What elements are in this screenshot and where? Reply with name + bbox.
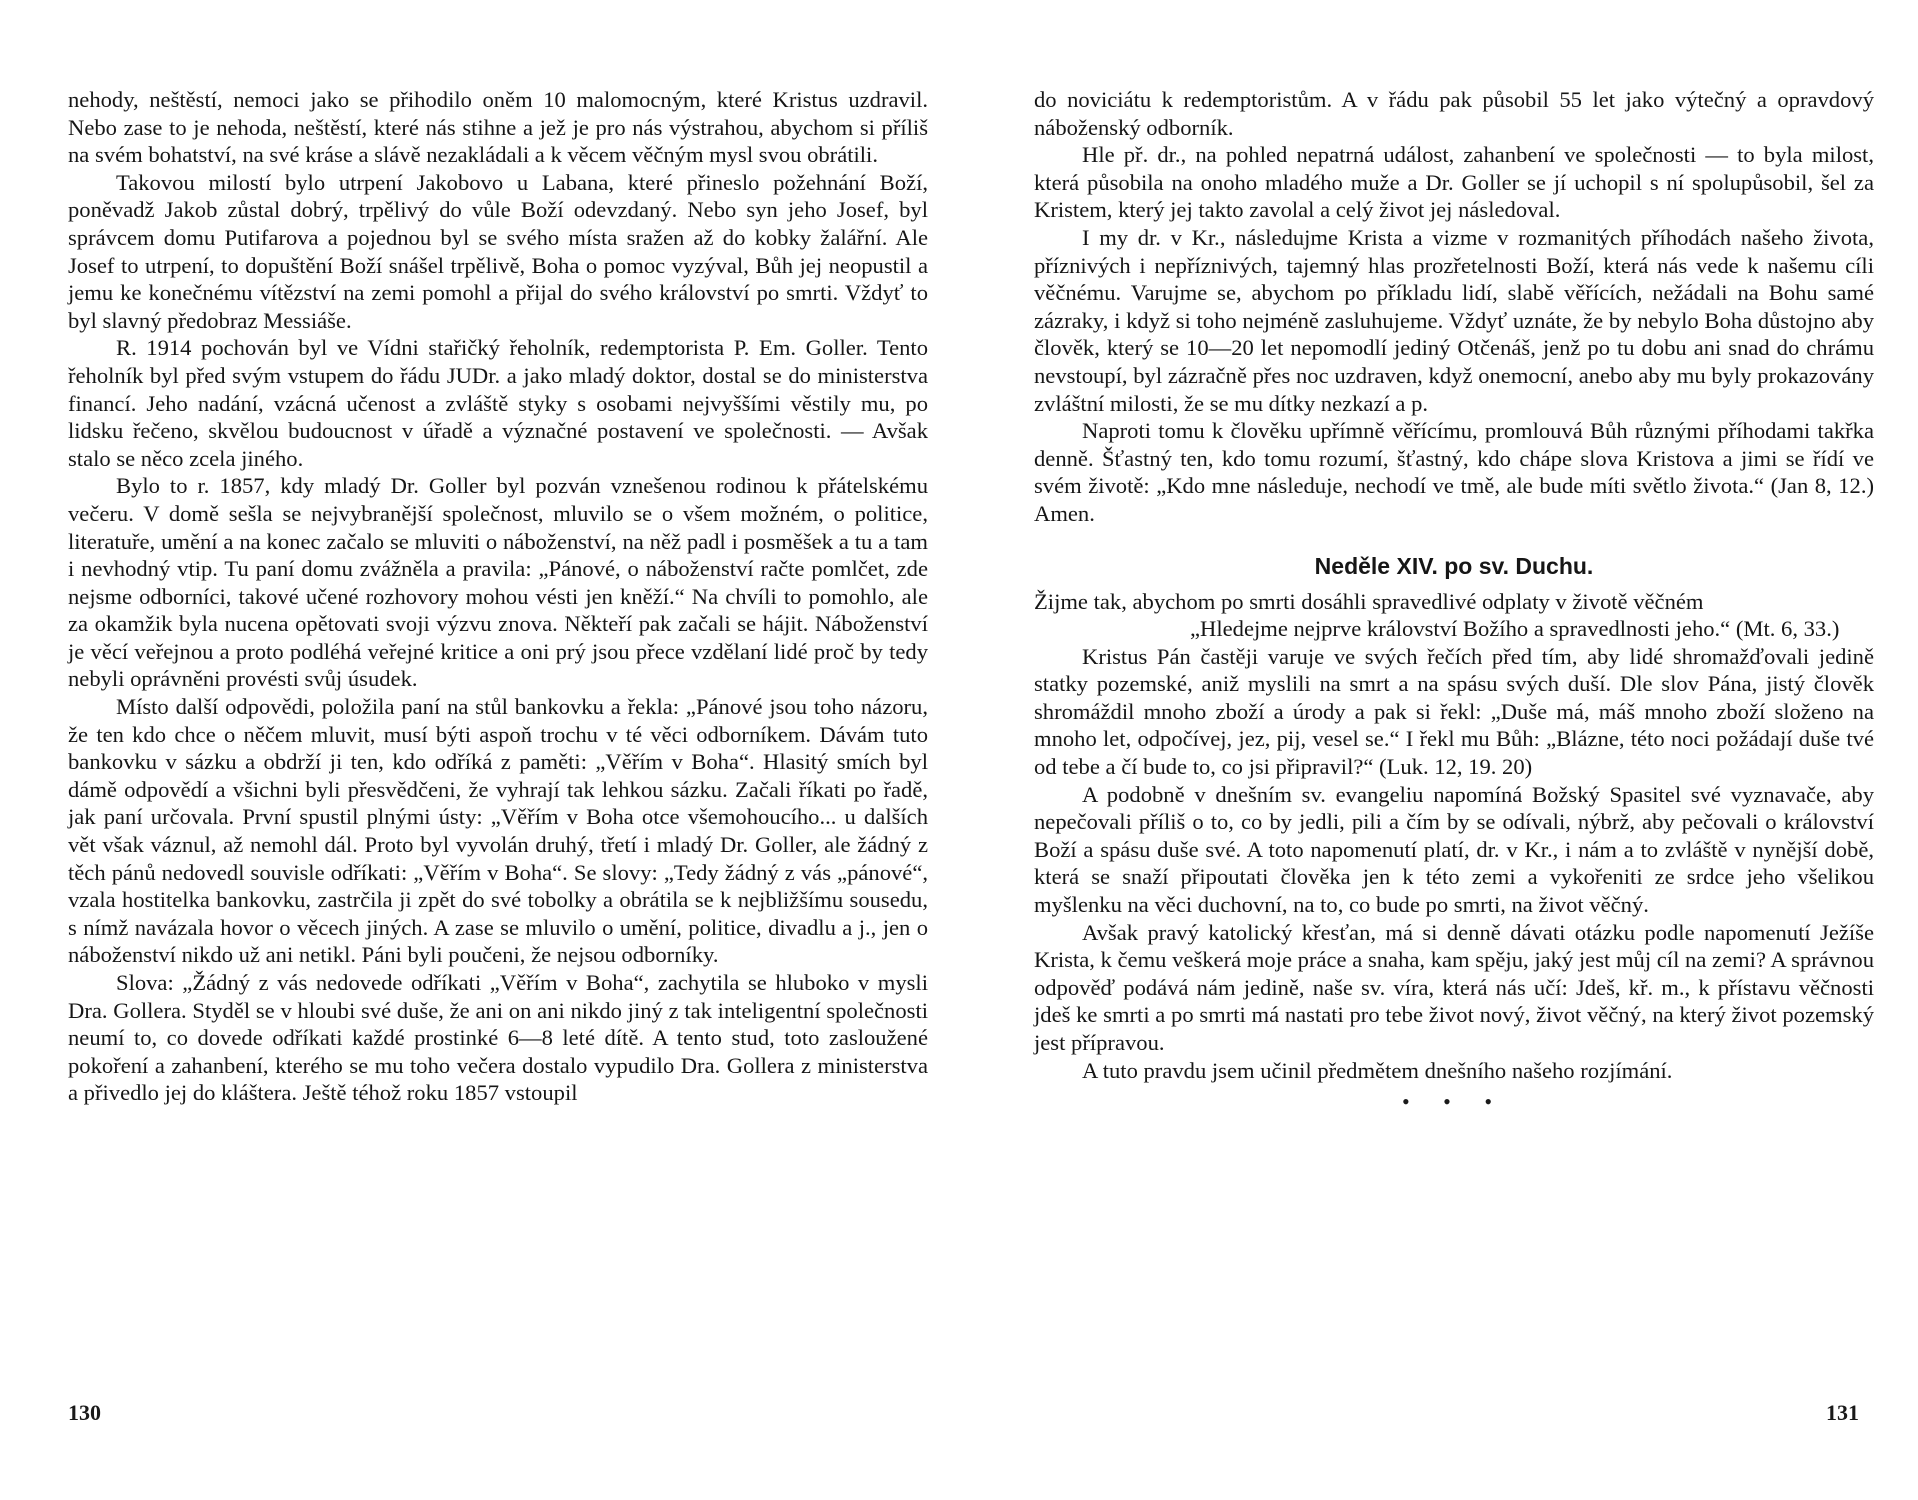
left-paragraph-2: Takovou milostí bylo utrpení Jakobovo u Labana, které přineslo požehnání Boží, poněvadž Jakob zůstal dobrý, trpělivý do vůle Boží odevzdaný. Nebo syn jeho Josef, byl správcem domu Putifarova a pojednou byl se svého místa sražen až do kobky žalářní. Ale Josef to utrpení, to dopuštění Boží snášel trpělivě, Boha o pomoc vyzýval, Bůh jej neopustil a jemu ke konečnému vítězství na zemi pomohl a přijal do svého království po smrti. Vždyť to byl slavný předobraz Messiáše. [68,169,928,333]
right-paragraph-7: Avšak pravý katolický křesťan, má si denně dávati otázku podle napomenutí Ježíše Krista, k čemu veškerá moje práce a snaha, kam spěju, jaký jest můj cíl na zemi? A správnou odpověď podává nám jedině, naše sv. víra, která nás učí: Jdeš, kř. m., k přístavu věčnosti jdeš ke smrti a po smrti má nastati pro tebe život nový, život věčný, na který život pozemský jest přípravou. [1034,919,1874,1055]
sermon-scripture-quote: „Hledejme nejprve království Božího a spravedlnosti jeho.“ (Mt. 6, 33.) [1190,616,1840,642]
right-paragraph-8: A tuto pravdu jsem učinil předmětem dnešního našeho rozjímání. [1082,1057,1673,1083]
right-paragraph-3: I my dr. v Kr., následujme Krista a vizme v rozmanitých příhodách našeho života, příznivých i nepříznivých, tajemný hlas prozřetelnosti Boží, která nás vede k našemu cíli věčnému. Varujme se, abychom po příkladu lidí, slabě věřících, nežádali na Bohu samé zázraky, i když si toho nejméně zasluhujeme. Vždyť uznáte, že by nebylo Boha důstojno aby člověk, který se 10—20 let nepomodlí jediný Otčenáš, jenž po tu dobu ani snad do chrámu nevstoupí, byl zázračně přes noc uzdraven, když onemocní, anebo aby mu byly prokazovány zvláštní milosti, že se mu dítky nezkazí a p. [1034,224,1874,416]
left-paragraph-5: Místo další odpovědi, položila paní na stůl bankovku a řekla: „Pánové jsou toho názoru, že ten kdo chce o něčem mluvit, musí býti aspoň trochu v té věci odborníkem. Dávám tuto bankovku v sázku a obdrží ji ten, kdo odříká z paměti: „Věřím v Boha“. Hlasitý smích byl dámě odpovědí a všichni byli přesvědčeni, že vyhrají tak lehkou sázku. Začali říkati po řadě, jak paní určovala. První spustil plnými ústy: „Věřím v Boha otce všemohoucího... u dalších vět však váznul, až nemohl dál. Proto byl vyvolán druhý, třetí i mladý Dr. Goller, ale žádný z těch pánů nedovedl souvisle odříkati: „Věřím v Boha“. Se slovy: „Tedy žádný z vás „pánové“, vzala hostitelka bankovku, zastrčila ji zpět do své tobolky a obrátila se k nejbližšímu sousedu, s nímž navázala hovor o věcech jiných. A zase se mluvilo o umění, politice, divadlu a j., jen o náboženství nikdo už ani netikl. Páni byli poučeni, že nejsou odborníky. [68,694,928,968]
section-ornament: • • • [1401,1089,1507,1115]
left-paragraph-6: Slova: „Žádný z vás nedovede odříkati „Věřím v Boha“, zachytila se hluboko v mysli Dra. Gollera. Styděl se v hloubi své duše, že ani on ani nikdo jiný z tak inteligentní společnosti neumí to, co dovede odříkati každé prostinké 6—8 leté dítě. A tento stud, toto zasloužené pokoření a zahanbení, kterého se mu toho večera dostalo vypudilo Dra. Gollera z ministerstva a přivedlo jej do kláštera. Ještě téhož roku 1857 vstoupil [68,970,928,1106]
sermon-motto: Žijme tak, abychom po smrti dosáhli spravedlivé odplaty v životě věčném [1034,588,1704,614]
left-page [68,86,928,1107]
left-paragraph-4: Bylo to r. 1857, kdy mladý Dr. Goller byl pozván vznešenou rodinou k přátelskému večeru. V domě sešla se nejvybranější společnost, mluvilo se o všem možném, o politice, literatuře, umění a na konec začalo se mluviti o náboženství, na něž padl i posměšek a tu a tam i nevhodný vtip. Tu paní domu zvážněla a pravila: „Pánové, o náboženství račte pomlčet, zde nejsme odborníci, takové učené rozhovory mohou vésti jen kněží.“ Na chvíli to pomohlo, ale za okamžik byla nucena opětovati svoji výzvu znova. Někteří pak začali se hájit. Náboženství je věcí veřejnou a proto podléhá veřejné kritice a oni prý jsou přece vzdělaní lidé proč by tedy nebyli oprávněni provésti svůj úsudek. [68,473,928,692]
right-page [1034,86,1874,1116]
left-paragraph-3: R. 1914 pochován byl ve Vídni stařičký řeholník, redemptorista P. Em. Goller. Tento řeholník byl před svým vstupem do řádu JUDr. a jako mladý doktor, dostal se do ministerstva financí. Jeho nadání, vzácná učenost a zvláště styky s osobami nejvyššími věstily mu, po lidsku řečeno, skvělou budoucnost v úřadě a význačné postavení ve společnosti. — Avšak stalo se něco zcela jiného. [68,335,928,471]
right-paragraph-1: do noviciátu k redemptoristům. A v řádu pak působil 55 let jako výtečný a opravdový náboženský odborník. [1034,87,1874,140]
page-number-right: 131 [1826,1400,1859,1425]
right-paragraph-4: Naproti tomu k člověku upřímně věřícímu, promlouvá Bůh různými příhodami takřka denně. Šťastný ten, kdo tomu rozumí, šťastný, kdo chápe slova Kristova a jimi se řídí ve svém životě: „Kdo mne následuje, nechodí ve tmě, ale bude míti světlo života.“ (Jan 8, 12.) Amen. [1034,418,1874,526]
right-paragraph-6: A podobně v dnešním sv. evangeliu napomíná Božský Spasitel své vyznavače, aby nepečovali příliš o to, co by jedli, pili a čím by se odívali, nýbrž, aby pečovali o království Boží a spásu duše své. A toto napomenutí platí, dr. v Kr., i nám a to zvláště v nynější době, která se snaží připoutati člověka jen k této zemi a vykořeniti ze srdce jeho všelikou myšlenku na věci duchovní, na to, co bude po smrti, na život věčný. [1034,781,1874,918]
page-number-left: 130 [68,1400,101,1425]
sermon-heading: Neděle XIV. po sv. Duchu. [1314,552,1594,579]
left-paragraph-1: nehody, neštěstí, nemoci jako se přihodilo oněm 10 malomocným, které Kristus uzdravil. Nebo zase to je nehoda, neštěstí, které nás stihne a jež je pro nás výstrahou, abychom si příliš na svém bohatství, na své kráse a slávě nezakládali a k věcem věčným mysl svou obrátili. [68,87,928,168]
right-paragraph-5: Kristus Pán častěji varuje ve svých řečích před tím, aby lidé shromažďovali jedině statky pozemské, aniž myslili na smrt a na spásu svých duší. Dle slov Pána, jistý člověk shromáždil mnoho zboží a úrody a pak si řekl: „Duše má, máš mnoho zboží složeno na mnoho let, odpočívej, jez, pij, vesel se.“ I řekl mu Bůh: „Blázne, této noci požádají duše tvé od tebe a čí bude to, co jsi připravil?“ (Luk. 12, 19. 20) [1034,643,1874,780]
right-paragraph-2: Hle př. dr., na pohled nepatrná událost, zahanbení ve společnosti — to byla milost, která působila na onoho mladého muže a Dr. Goller se jí uchopil s ní spolupůsobil, šel za Kristem, který jej takto zavolal a celý život jej následoval. [1034,142,1874,223]
